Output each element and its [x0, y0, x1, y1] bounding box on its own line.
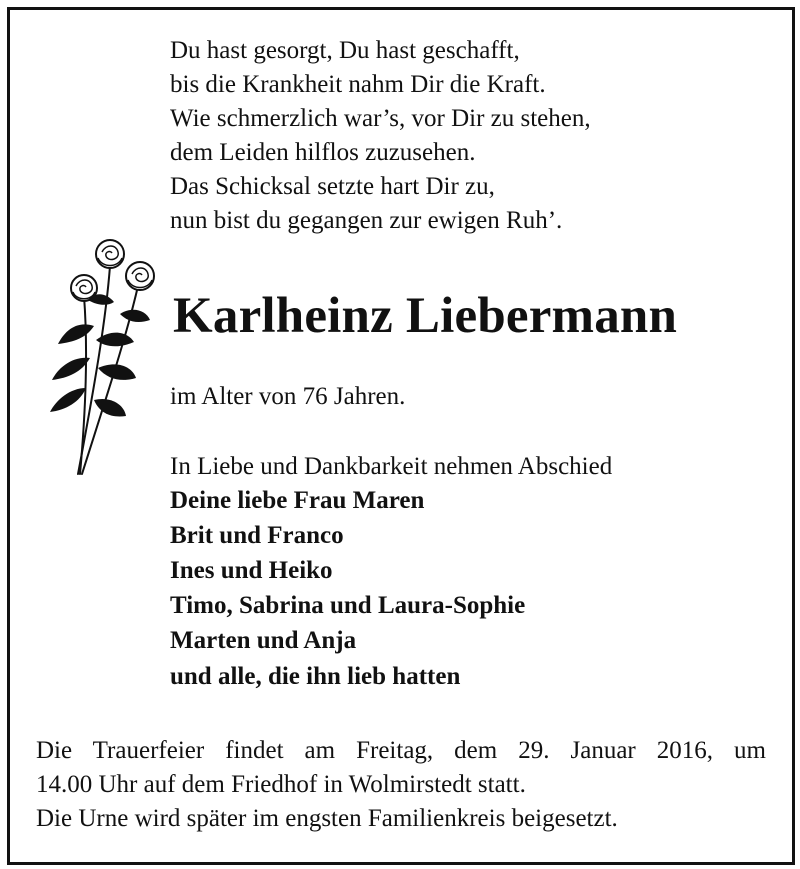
poem-line-5: Das Schicksal setzte hart Dir zu, — [170, 173, 495, 200]
age-line: im Alter von 76 Jahren. — [170, 383, 406, 410]
mourner-line: Ines und Heiko — [170, 557, 333, 584]
deceased-name: Karlheinz Liebermann — [173, 288, 678, 344]
poem-line-3: Wie schmerzlich war’s, vor Dir zu stehen, — [170, 105, 591, 132]
mourner-line: und alle, die ihn lieb hatten — [170, 663, 461, 690]
funeral-info-line-1: Die Trauerfeier findet am Freitag, dem 29. Januar 2016, um — [36, 737, 766, 764]
obituary-notice — [7, 7, 795, 865]
funeral-info-line-2: 14.00 Uhr auf dem Friedhof in Wolmirstedt statt. — [36, 771, 526, 798]
mourner-line: Deine liebe Frau Maren — [170, 487, 425, 514]
funeral-info-line-3: Die Urne wird später im engsten Familienkreis beigesetzt. — [36, 805, 618, 832]
poem-line-4: dem Leiden hilflos zuzusehen. — [170, 139, 476, 166]
rose-bouquet-icon — [36, 228, 166, 478]
mourner-line: Marten und Anja — [170, 627, 357, 654]
mourner-line: Brit und Franco — [170, 522, 344, 549]
poem-line-2: bis die Krankheit nahm Dir die Kraft. — [170, 71, 546, 98]
poem-line-6: nun bist du gegangen zur ewigen Ruh’. — [170, 207, 563, 234]
poem-line-1: Du hast gesorgt, Du hast geschafft, — [170, 37, 520, 64]
farewell-intro: In Liebe und Dankbarkeit nehmen Abschied — [170, 453, 613, 480]
mourner-line: Timo, Sabrina und Laura-Sophie — [170, 592, 526, 619]
